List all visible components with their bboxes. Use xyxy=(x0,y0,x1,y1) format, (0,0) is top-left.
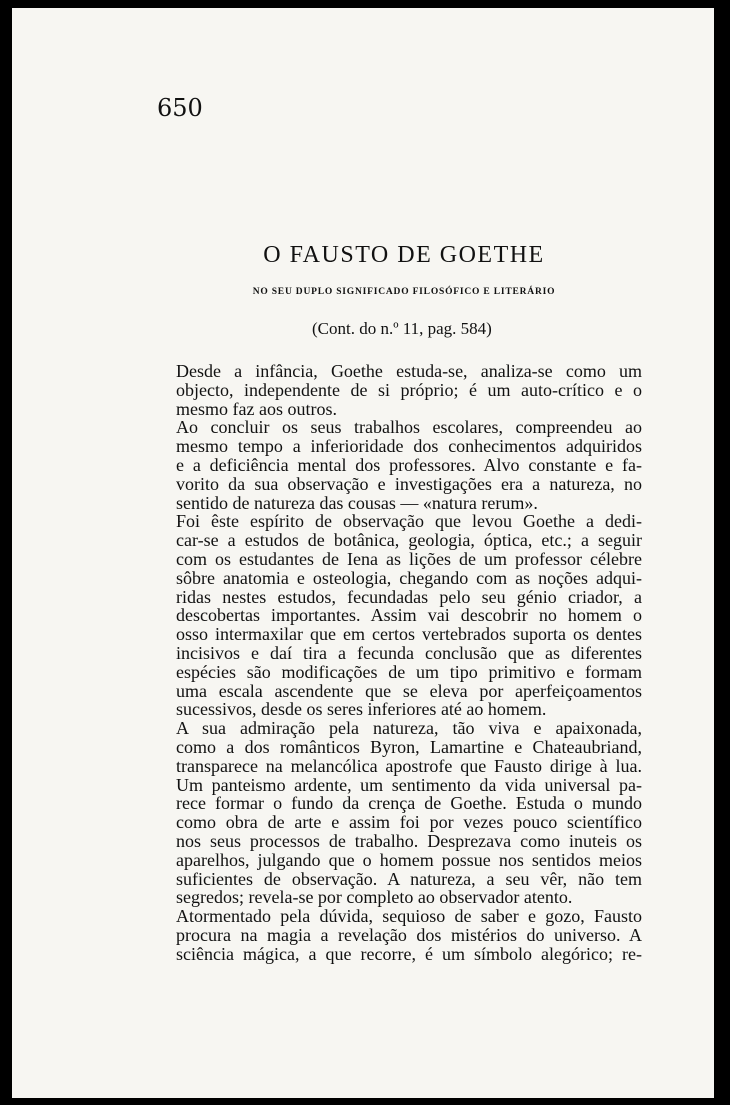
continuation-note: (Cont. do n.º 11, pag. 584) xyxy=(312,319,492,338)
text-line: Desde a infância, Goethe estuda-se, analiza-se como um xyxy=(176,361,642,381)
page-number: 650 xyxy=(157,94,203,122)
text-line: mesmo tempo a inferioridade dos conhecimentos adquiridos xyxy=(176,436,642,457)
text-line: car-se a estudos de botânica, geologia, óptica, etc.; a seguir xyxy=(176,530,642,551)
book-page xyxy=(12,8,714,1098)
text-line: Ao concluir os seus trabalhos escolares, compreendeu ao xyxy=(176,417,642,438)
text-line: mesmo faz aos outros. xyxy=(176,398,337,419)
paragraph xyxy=(160,907,642,963)
text-line: objecto, independente de si próprio; é um auto-crítico e o xyxy=(176,379,642,400)
paragraph xyxy=(160,719,642,907)
text-line: incisivos e daí tira a fecunda conclusão que as diferentes xyxy=(176,642,642,663)
text-line: sentido de natureza das cousas — «natura rerum». xyxy=(176,492,538,513)
paragraph xyxy=(160,512,642,719)
article-subtitle: NO SEU DUPLO SIGNIFICADO FILOSÓFICO E LITERÁRIO xyxy=(252,287,556,297)
text-line: descobertas importantes. Assim vai descobrir no homem o xyxy=(176,605,642,626)
text-line: Atormentado pela dúvida, sequioso de saber e gozo, Fausto xyxy=(176,906,642,927)
text-line: procura na magia a revelação dos mistérios do universo. A xyxy=(176,924,642,945)
text-line: vorito da sua observação e investigações era a natureza, no xyxy=(176,473,642,494)
text-line: ridas nestes estudos, fecundadas pelo seu génio criador, a xyxy=(176,586,642,607)
text-line: sucessivos, desde os seres inferiores até ao homem. xyxy=(176,699,547,720)
body-text xyxy=(160,362,642,964)
text-line: e a deficiência mental dos professores. Alvo constante e fa- xyxy=(176,454,642,475)
text-line: aparelhos, julgando que o homem possue nos sentidos meios xyxy=(176,849,642,870)
text-line: espécies são modificações de um tipo primitivo e formam xyxy=(176,661,642,682)
paragraph xyxy=(160,418,642,512)
text-line: segredos; revela-se por completo ao observador atento. xyxy=(176,887,573,908)
text-line: osso intermaxilar que em certos vertebrados suporta os dentes xyxy=(176,624,642,645)
text-line: sciência mágica, a que recorre, é um símbolo alegórico; re- xyxy=(176,943,642,964)
paragraph xyxy=(160,362,642,418)
text-line: Um panteismo ardente, um sentimento da vida universal pa- xyxy=(176,774,642,795)
article-title: O FAUSTO DE GOETHE xyxy=(263,242,545,268)
text-line: como obra de arte e assim foi por vezes pouco scientífico xyxy=(176,812,642,833)
text-line: A sua admiração pela natureza, tão viva e apaixonada, xyxy=(176,718,642,739)
text-line: suficientes de observação. A natureza, a seu vêr, não tem xyxy=(176,868,642,889)
text-line: Foi êste espírito de observação que levou Goethe a dedi- xyxy=(176,511,642,532)
text-line: como a dos românticos Byron, Lamartine e Chateaubriand, xyxy=(176,736,642,757)
text-line: uma escala ascendente que se eleva por aperfeiçoamentos xyxy=(176,680,642,701)
text-line: transparece na melancólica apostrofe que Fausto dirige à lua. xyxy=(176,755,642,776)
text-line: com os estudantes de Iena as lições de um professor célebre xyxy=(176,548,642,569)
text-line: nos seus processos de trabalho. Desprezava como inuteis os xyxy=(176,830,642,851)
text-line: rece formar o fundo da crença de Goethe. Estuda o mundo xyxy=(176,793,642,814)
text-line: sôbre anatomia e osteologia, chegando com as noções adqui- xyxy=(176,567,642,588)
